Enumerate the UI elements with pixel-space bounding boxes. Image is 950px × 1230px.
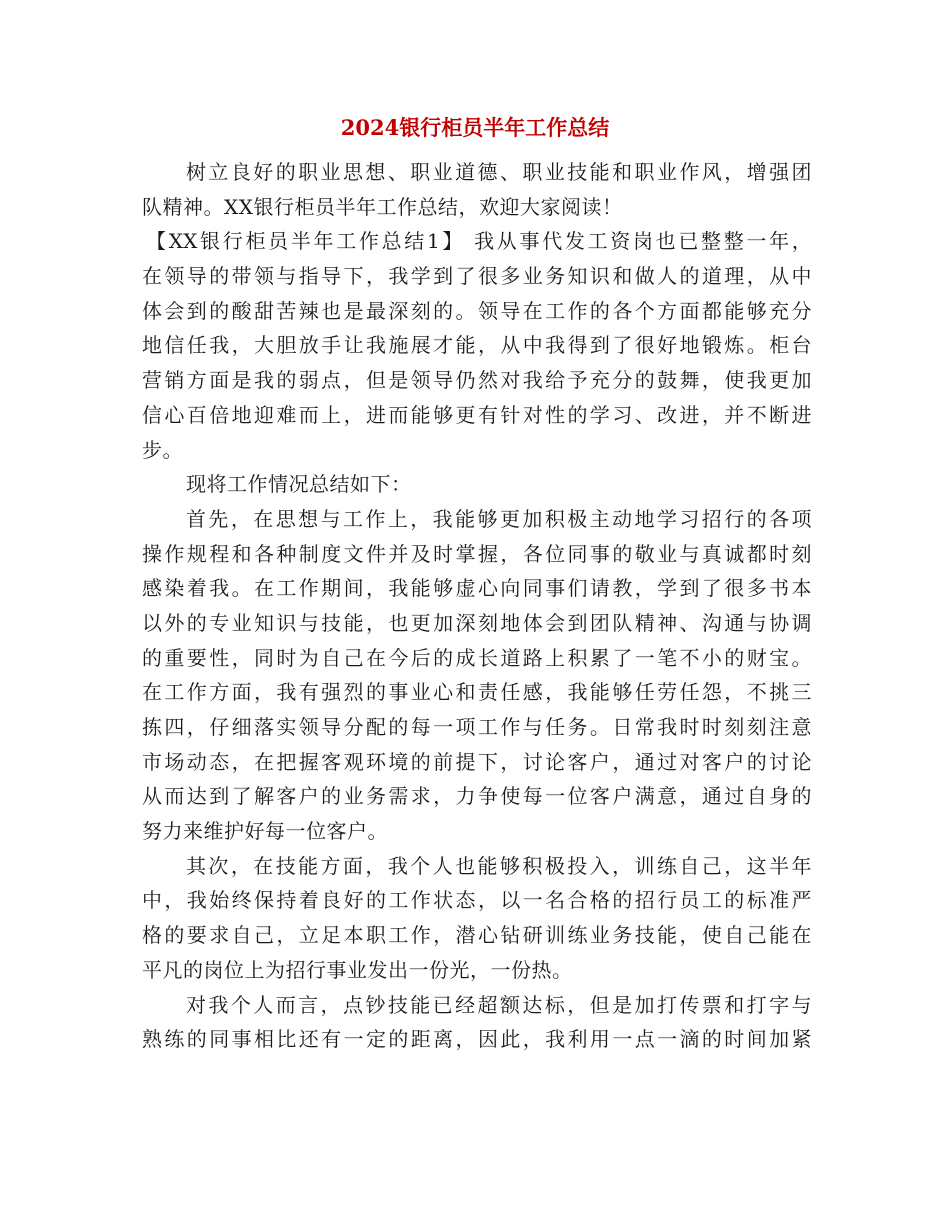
text-line: 体会到的酸甜苦辣也是最深刻的。领导在工作的各个方面都能够充分 xyxy=(142,298,812,323)
text-line: 平凡的岗位上为招行事业发出一份光，一份热。 xyxy=(142,957,573,982)
text-line: 【XX银行柜员半年工作总结1】 我从事代发工资岗也已整整一年， xyxy=(146,229,812,254)
text-line: 感染着我。在工作期间，我能够虚心向同事们请教，学到了很多书本 xyxy=(142,576,812,601)
text-line: 营销方面是我的弱点，但是领导仍然对我给予充分的鼓舞，使我更加 xyxy=(142,368,812,393)
text-line: 以外的专业知识与技能，也更加深刻地体会到团队精神、沟通与协调 xyxy=(142,610,812,635)
text-line: 树立良好的职业思想、职业道德、职业技能和职业作风，增强团 xyxy=(186,160,812,184)
text-line: 拣四，仔细落实领导分配的每一项工作与任务。日常我时时刻刻注意 xyxy=(142,715,812,739)
text-line: 中，我始终保持着良好的工作状态，以一名合格的招行员工的标准严 xyxy=(142,888,812,913)
document-title: 2024银行柜员半年工作总结 xyxy=(340,115,610,140)
text-line: 步。 xyxy=(142,437,183,462)
document-body xyxy=(142,155,812,1057)
text-line: 格的要求自己，立足本职工作，潜心钻研训练业务技能，使自己能在 xyxy=(142,923,812,948)
text-line: 市场动态，在把握客观环境的前提下，讨论客户，通过对客户的讨论 xyxy=(142,749,812,774)
text-line: 其次，在技能方面，我个人也能够积极投入，训练自己，这半年 xyxy=(186,853,812,878)
text-line: 从而达到了解客户的业务需求，力争使每一位客户满意，通过自身的 xyxy=(142,784,812,809)
text-line: 在工作方面，我有强烈的事业心和责任感，我能够任劳任怨，不挑三 xyxy=(142,680,812,705)
text-line: 对我个人而言，点钞技能已经超额达标，但是加打传票和打字与 xyxy=(186,992,812,1017)
text-line: 队精神。XX银行柜员半年工作总结，欢迎大家阅读！ xyxy=(142,194,623,219)
text-line: 信心百倍地迎难而上，进而能够更有针对性的学习、改进，并不断进 xyxy=(142,402,812,427)
text-line: 的重要性，同时为自己在今后的成长道路上积累了一笔不小的财宝。 xyxy=(142,645,812,670)
text-line: 首先，在思想与工作上，我能够更加积极主动地学习招行的各项 xyxy=(186,506,812,531)
text-line: 地信任我，大胆放手让我施展才能，从中我得到了很好地锻炼。柜台 xyxy=(142,333,812,358)
text-line: 熟练的同事相比还有一定的距离，因此，我利用一点一滴的时间加紧 xyxy=(142,1027,812,1052)
text-line: 在领导的带领与指导下，我学到了很多业务知识和做人的道理，从中 xyxy=(142,264,812,289)
text-line: 现将工作情况总结如下： xyxy=(186,472,412,497)
text-line: 努力来维护好每一位客户。 xyxy=(142,819,388,844)
text-line: 操作规程和各种制度文件并及时掌握，各位同事的敬业与真诚都时刻 xyxy=(142,541,812,566)
